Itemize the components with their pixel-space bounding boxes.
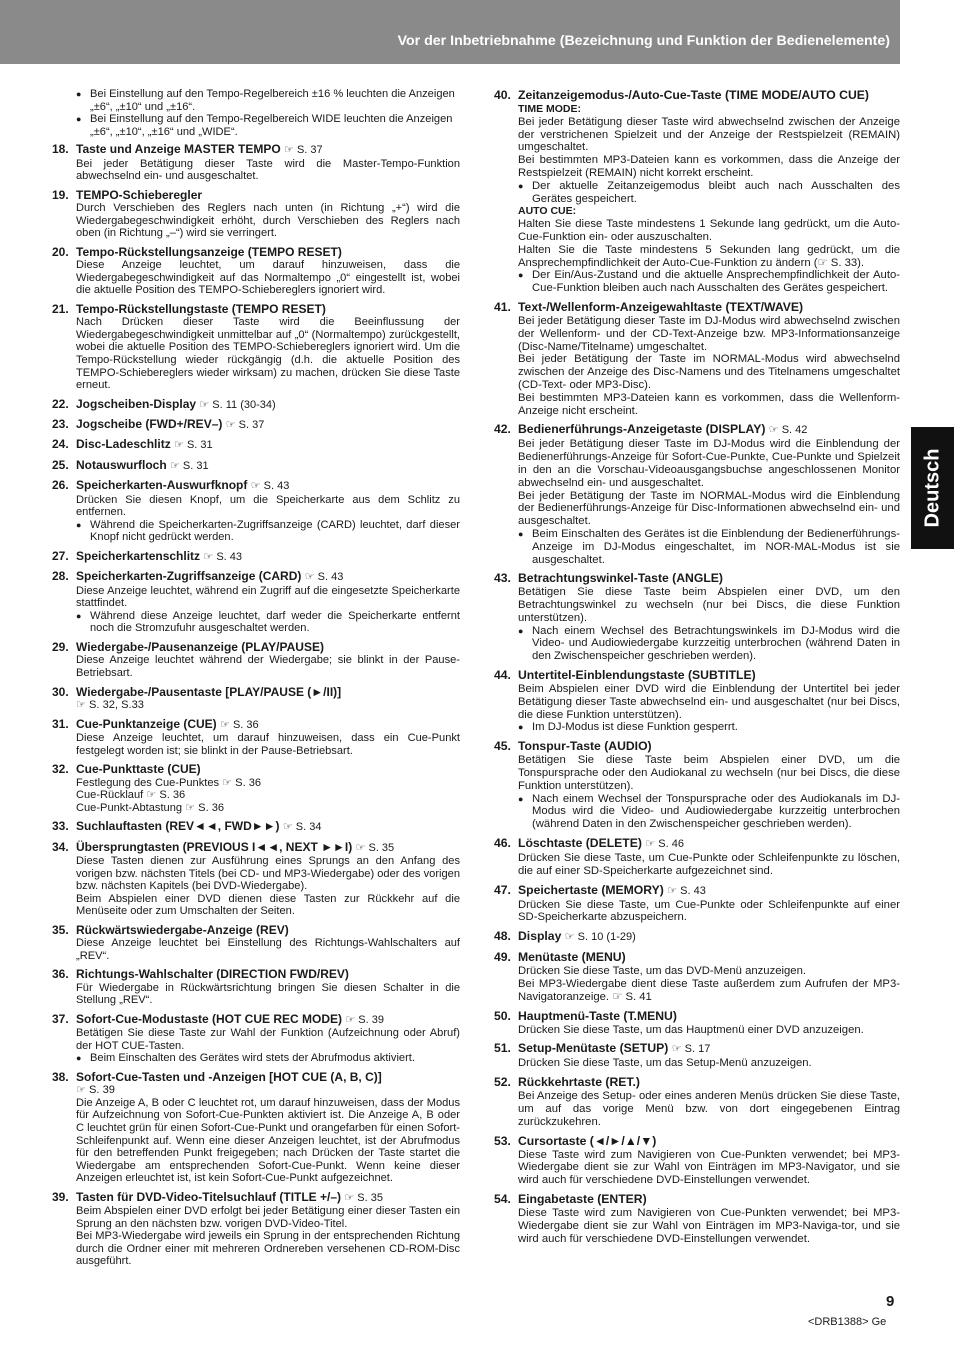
item-description: [494, 1057, 900, 1070]
description-text: Betätigen Sie diese Taste beim Abspielen einer DVD, um die Tonspursprache oder den Audiokanal zu wechseln (nur bei Discs, die diese Funktion unterstützen).: [518, 754, 900, 792]
legend-item: [494, 422, 900, 566]
page-number: 9: [886, 1293, 895, 1310]
page-reference: ☞ S. 34: [282, 821, 322, 834]
legend-item: [52, 142, 460, 183]
item-number: 23.: [52, 417, 69, 432]
description-text: Bei bestimmten MP3-Dateien kann es vorkommen, dass die Wellenform-Anzeige nicht erscheint.: [518, 391, 900, 417]
item-heading: [52, 549, 460, 564]
item-number: 32.: [52, 762, 69, 777]
bullet-text: ● Im DJ-Modus ist diese Funktion gesperrt.: [518, 721, 900, 734]
item-title: Setup-Menütaste (SETUP): [518, 1041, 669, 1056]
item-description: [52, 777, 460, 815]
item-title: Text-/Wellenform-Anzeigewahltaste (TEXT/WAVE): [518, 299, 804, 314]
item-title: Speichertaste (MEMORY): [518, 882, 664, 897]
item-number: 29.: [52, 640, 69, 655]
left-column: [52, 88, 460, 1273]
legend-item: [52, 762, 460, 814]
language-tab: [911, 427, 954, 549]
description-text: Bei jeder Betätigung dieser Taste im DJ-Modus wird abwechselnd zwischen der Wellenform- und der CD-Text-Anzeige bzw. MP3-Informationsanzeige (Disc-Name/Titelname) umgeschaltet.: [518, 314, 900, 353]
description-text: Bei bestimmten MP3-Dateien kann es vorkommen, dass die Anzeige der Restspielzeit (REMAIN) nicht korrekt erscheint.: [518, 154, 900, 179]
description-text: Beim Abspielen einer DVD dienen diese Tasten zur Rückkehr auf die Menüseite oder zum Umschalten der Seiten.: [76, 892, 460, 918]
item-title: Notauswurfloch: [76, 457, 167, 472]
item-heading: [52, 923, 460, 937]
legend-item: [494, 571, 900, 663]
bullet-text: ● Nach einem Wechsel der Tonspursprache oder des Audiokanals im DJ-Modus wird die Video- und Audiowiedergabe kurzzeitig unterbrochen (während Daten in den Zwischenspeicher geschrieben werden).: [518, 793, 900, 831]
description-text: Diese Tasten dienen zur Ausführung eines Sprungs an den Anfang des vorigen bzw. nächsten Titels (bei CD- und MP3-Wiedergabe) oder des vorigen bzw. nächsten Kapitels (bei DVD-Wiedergabe).: [76, 855, 460, 893]
legend-item: [52, 1012, 460, 1065]
item-title: Speicherkarten-Auswurfknopf: [76, 478, 248, 493]
item-heading: [494, 1009, 900, 1024]
item-heading: [52, 245, 460, 259]
legend-item: [52, 245, 460, 297]
description-text: Bei jeder Betätigung der Taste im NORMAL-Modus wird die Einblendung der Bedienerführungs-Anzeige für Disc-Informationen abwechselnd ein- und ausgeschaltet.: [518, 489, 900, 528]
item-number: 43.: [494, 571, 511, 586]
item-number: 26.: [52, 478, 69, 493]
item-heading: [494, 88, 900, 103]
item-number: 30.: [52, 684, 69, 699]
subheading: AUTO CUE:: [518, 205, 577, 218]
description-text: Diese Anzeige leuchtet während der Wiedergabe; sie blinkt in der Pause-Betriebsart.: [76, 654, 460, 680]
description-text: Beim Abspielen einer DVD wird die Einblendung der Untertitel bei jeder Betätigung dieser Taste abwechselnd ein- und ausgeschaltet (nur bei Discs, die diese Funktion unterstützen).: [518, 683, 900, 721]
item-number: 21.: [52, 301, 69, 316]
bullet-text: ● Bei Einstellung auf den Tempo-Regelbereich WIDE leuchten die Anzeigen „±6“, „±10“, „±16“ und „WIDE“.: [76, 113, 460, 138]
legend-item: [52, 685, 460, 712]
item-description: [52, 982, 460, 1007]
item-heading: [494, 836, 900, 852]
page-reference: ☞ S. 35: [344, 1191, 383, 1204]
page-reference: ☞ S. 39: [345, 1013, 384, 1026]
item-heading: [494, 883, 900, 899]
item-number: 28.: [52, 569, 69, 584]
legend-item: [52, 478, 460, 544]
legend-item: [52, 437, 460, 452]
item-number: 20.: [52, 244, 69, 259]
description-text: Betätigen Sie diese Taste beim Abspielen einer DVD, um den Betrachtungswinkel zu wechseln (nur bei Discs, die diese Funktion unterstützen).: [518, 586, 900, 624]
item-number: 41.: [494, 299, 511, 314]
item-number: 50.: [494, 1008, 511, 1023]
description-text: Die Anzeige A, B oder C leuchtet rot, um darauf hinzuweisen, dass der Modus für Aufzeichnung von Sofort-Cue-Punkten aktiviert ist. Die Anzeige A, B oder C leuchtet grün für einen Sofort-Cue-Punkt und orangefarben für einen Sofort-Schleifenpunkt auf. Wenn eine dieser Anzeigen leuchtet, ist der Abrufmodus für den betreffenden Punkt freigegeben; nach Drücken der Taste startet die Wiedergabe am entsprechenden Sofort-Cue-Punkt. Wenn keine dieser Anzeigen erleuchtet ist, ist kein Sofort-Cue-Punkt aufgezeichnet.: [76, 1096, 460, 1185]
item-title: Tempo-Rückstellungstaste (TEMPO RESET): [76, 301, 326, 316]
legend-item: [52, 967, 460, 1007]
page-reference: ☞ S. 36: [220, 718, 259, 731]
item-description: [494, 315, 900, 417]
legend-item: [494, 929, 900, 945]
description-text: Cue-Punkt-Abtastung ☞ S. 36: [76, 801, 225, 814]
bullet-text: ● Nach einem Wechsel des Betrachtungswinkels im DJ-Modus wird die Video- und Audiowiedergabe kurzzeitig unterbrochen (während Daten in den Zwischenspeicher geschrieben werden).: [518, 625, 900, 663]
legend-item: [52, 458, 460, 473]
item-number: 27.: [52, 548, 69, 563]
page-reference: ☞ S. 37: [284, 144, 323, 157]
description-text: Halten Sie diese Taste mindestens 1 Sekunde lang gedrückt, um die Auto-Cue-Funktion ein- oder auszuschalten.: [518, 218, 900, 243]
item-heading: [52, 437, 460, 452]
legend-item: [52, 640, 460, 680]
item-heading: [52, 640, 460, 654]
page-reference: ☞ S. 17: [671, 1043, 711, 1056]
item-heading: [52, 717, 460, 732]
item-title: Sofort-Cue-Modustaste (HOT CUE REC MODE): [76, 1011, 342, 1026]
item-heading: [52, 840, 460, 855]
item-description: [52, 654, 460, 679]
item-description: [52, 316, 460, 391]
legend-item: [52, 417, 460, 432]
right-column: [494, 88, 900, 1250]
item-heading: [494, 950, 900, 965]
item-heading: [52, 397, 460, 412]
item-description: [494, 586, 900, 663]
description-text: Drücken Sie diese Taste, um das Hauptmenü einer DVD anzuzeigen.: [518, 1023, 864, 1036]
item-description: [52, 732, 460, 757]
page-header: [0, 0, 900, 64]
item-number: 48.: [494, 929, 511, 944]
item-title: Zeitanzeigemodus-/Auto-Cue-Taste (TIME MODE/AUTO CUE): [518, 88, 869, 102]
page-reference: ☞ S. 31: [170, 459, 209, 472]
item-title: Speicherkartenschlitz: [76, 548, 201, 563]
legend-item: [52, 840, 460, 918]
item-heading: [494, 1134, 900, 1149]
item-title: Wiedergabe-/Pausentaste [PLAY/PAUSE (►/II)]: [76, 684, 342, 699]
item-title: Cursortaste (◄/►/▲/▼): [518, 1133, 657, 1148]
description-text: Drücken Sie diese Taste, um das DVD-Menü anzuzeigen.: [518, 965, 807, 978]
item-number: 33.: [52, 819, 69, 834]
item-number: 25.: [52, 457, 69, 472]
item-title: Rückwärtswiedergabe-Anzeige (REV): [76, 922, 289, 937]
description-text: Halten Sie die Taste mindestens 5 Sekunden lang gedrückt, um die Ansprechempfindlichkeit der Auto-Cue-Funktion zu ändern (☞ S. 33).: [518, 243, 900, 269]
item-number: 31.: [52, 716, 69, 731]
description-text: Bei jeder Betätigung dieser Taste wird abwechselnd zwischen der Anzeige der verstrichenen Spielzeit und der Anzeige der Restspielzeit (REMAIN) umgeschaltet.: [518, 115, 900, 154]
description-text: Diese Anzeige leuchtet bei Einstellung des Richtungs-Wahlschalters auf „REV“.: [76, 937, 460, 962]
item-heading: [494, 739, 900, 754]
legend-item: [52, 302, 460, 392]
item-title: Tempo-Rückstellungsanzeige (TEMPO RESET): [76, 244, 342, 259]
legend-item: [52, 569, 460, 635]
item-number: 51.: [494, 1041, 511, 1056]
item-description: [494, 1024, 900, 1037]
description-text: Bei jeder Betätigung der Taste im NORMAL-Modus wird abwechselnd zwischen der Anzeige des Disc-Namens und des Titelnamens umgeschaltet (CD-Text- oder MP3-Disc).: [518, 353, 900, 391]
item-description: [52, 585, 460, 635]
item-description: [52, 202, 460, 240]
description-text: Cue-Rücklauf ☞ S. 36: [76, 789, 186, 802]
item-title: Untertitel-Einblendungstaste (SUBTITLE): [518, 668, 756, 683]
item-heading: [52, 302, 460, 316]
item-number: 36.: [52, 967, 69, 982]
item-heading: [52, 1012, 460, 1027]
page-reference: ☞ S. 43: [203, 550, 243, 563]
legend-item: [52, 188, 460, 240]
legend-item: [494, 1009, 900, 1037]
item-description: [52, 1084, 460, 1184]
description-text: Diese Taste wird zum Navigieren von Cue-Punkten verwendet; bei MP3-Wiedergabe dient sie zur Wahl von Einträgen im MP3-Navigator, und sie wird auch für verschiedene DVD-Einstellungen verwendet.: [518, 1148, 900, 1187]
item-description: [494, 1149, 900, 1187]
item-title: Cue-Punkttaste (CUE): [76, 762, 201, 777]
bullet-text: ● Während die Speicherkarten-Zugriffsanzeige (CARD) leuchtet, darf dieser Knopf nicht gedrückt werden.: [76, 519, 460, 544]
description-text: Diese Taste wird zum Navigieren von Cue-Punkten verwendet; bei MP3-Wiedergabe dient sie zur Wahl von Einträgen im MP3-Naviga-tor, und sie wird auch für verschiedene DVD-Einstellungen verwendet.: [518, 1207, 900, 1245]
item-title: Betrachtungswinkel-Taste (ANGLE): [518, 571, 723, 586]
item-heading: [494, 929, 900, 945]
item-description: [494, 852, 900, 878]
legend-item: [52, 1190, 460, 1268]
item-number: 24.: [52, 437, 69, 452]
description-text: Bei Anzeige des Setup- oder eines anderen Menüs drücken Sie diese Taste, um auf das vorige Menü bzw. von dort eingegebenen Eintrag zurückzukehren.: [518, 1090, 900, 1128]
item-number: 40.: [494, 88, 511, 102]
item-description: [494, 754, 900, 831]
item-description: [494, 103, 900, 295]
description-text: ☞ S. 39: [76, 1084, 115, 1097]
item-title: Taste und Anzeige MASTER TEMPO: [76, 142, 281, 157]
item-heading: [52, 458, 460, 473]
item-heading: [494, 1075, 900, 1090]
bullet-text: ● Beim Einschalten des Gerätes wird stets der Abrufmodus aktiviert.: [76, 1052, 460, 1065]
legend-item: [494, 1192, 900, 1245]
item-number: 34.: [52, 839, 69, 854]
item-heading: [52, 188, 460, 202]
item-description: [52, 699, 460, 712]
item-title: Bedienerführungs-Anzeigetaste (DISPLAY): [518, 422, 766, 437]
header-title: Vor der Inbetriebnahme (Bezeichnung und Funktion der Bedienelemente): [397, 33, 890, 49]
page-reference: ☞ S. 11 (30-34): [199, 398, 276, 411]
item-number: 39.: [52, 1189, 69, 1204]
item-number: 44.: [494, 668, 511, 683]
description-text: Betätigen Sie diese Taste zur Wahl der Funktion (Aufzeichnung oder Abruf) der HOT CUE-Tasten.: [76, 1027, 460, 1052]
page-reference: ☞ S. 37: [225, 419, 265, 432]
item-heading: [52, 819, 460, 834]
item-description: [52, 259, 460, 297]
item-number: 52.: [494, 1075, 511, 1090]
item-description: [494, 899, 900, 925]
description-text: Diese Anzeige leuchtet, um darauf hinzuweisen, dass ein Cue-Punkt festgelegt worden ist; sie blinkt in der Pause-Betriebsart.: [76, 731, 460, 757]
legend-item: [52, 549, 460, 564]
description-text: ☞ S. 32, S.33: [76, 699, 144, 711]
item-number: 53.: [494, 1133, 511, 1148]
item-number: 47.: [494, 882, 511, 897]
page-reference: ☞ S. 46: [645, 838, 684, 851]
page-reference: ☞ S. 35: [355, 841, 395, 854]
bullet-text: ● Der Ein/Aus-Zustand und die aktuelle Ansprechempfindlichkeit der Auto-Cue-Funktion bleiben auch nach Ausschalten des Gerätes gespeichert.: [518, 269, 900, 295]
document-code: <DRB1388> Ge: [808, 1316, 887, 1328]
legend-item: [494, 668, 900, 734]
item-number: 37.: [52, 1011, 69, 1026]
item-title: Wiedergabe-/Pausenanzeige (PLAY/PAUSE): [76, 640, 324, 655]
item-number: 22.: [52, 396, 69, 411]
item-description: [52, 494, 460, 544]
item-title: Disc-Ladeschlitz: [76, 437, 171, 452]
item-number: 18.: [52, 142, 69, 157]
legend-item: [52, 923, 460, 963]
item-title: Cue-Punktanzeige (CUE): [76, 716, 217, 731]
item-number: 45.: [494, 739, 511, 754]
page-reference: ☞ S. 43: [250, 480, 290, 493]
description-text: Nach Drücken dieser Taste wird die Beeinflussung der Wiedergabegeschwindigkeit unmittelbar auf „0“ (Normaltempo) zurückgestellt, wobei die aktuelle Position des TEMPO-Schiebereglers ignoriert wird. Um die Tempo-Rückstellung wieder rückgängig (d.h. die aktuelle Position des TEMPO-Schiebereglers wieder wirksam) zu machen, drücken Sie diese Taste erneut.: [76, 316, 460, 392]
description-text: Diese Anzeige leuchtet, während ein Zugriff auf die eingesetzte Speicherkarte stattfindet.: [76, 584, 460, 610]
item-title: TEMPO-Schieberegler: [76, 187, 203, 202]
subheading: TIME MODE:: [518, 103, 581, 115]
description-text: Durch Verschieben des Reglers nach unten (in Richtung „+“) wird die Wiedergabegeschwindigkeit erhöht, durch Verschieben des Reglers nach oben (in Richtung „–“) wird sie verringert.: [76, 202, 460, 240]
item-description: [494, 1207, 900, 1245]
item-description: [52, 855, 460, 918]
bullet-text: ● Der aktuelle Zeitanzeigemodus bleibt auch nach Ausschalten des Gerätes gespeichert.: [518, 180, 900, 206]
page-reference: ☞ S. 43: [667, 884, 706, 897]
item-number: 46.: [494, 836, 511, 851]
item-title: Richtungs-Wahlschalter (DIRECTION FWD/REV): [76, 967, 349, 982]
description-text: Bei MP3-Wiedergabe dient diese Taste außerdem zum Aufrufen der MP3-Navigatoranzeige. ☞ S. 41: [518, 978, 900, 1003]
item-heading: [494, 300, 900, 315]
item-heading: [52, 762, 460, 776]
description-text: Drücken Sie diese Taste, um das Setup-Menü anzuzeigen.: [518, 1057, 812, 1070]
page-reference: ☞ S. 43: [304, 571, 344, 584]
item-title: Übersprungtasten (PREVIOUS I◄◄, NEXT ►►I): [76, 839, 353, 854]
item-number: 38.: [52, 1069, 69, 1084]
legend-item: [494, 88, 900, 295]
page-reference: ☞ S. 10 (1-29): [564, 931, 636, 944]
description-text: Bei MP3-Wiedergabe wird jeweils ein Sprung in der entsprechenden Richtung durch die Ordner einer mit mehreren Ordnereben versehenen CD-ROM-Disc ausgeführt.: [76, 1230, 460, 1268]
item-description: [52, 1027, 460, 1065]
description-text: Festlegung des Cue-Punktes ☞ S. 36: [76, 776, 262, 789]
legend-item: [494, 1134, 900, 1187]
item-title: Hauptmenü-Taste (T.MENU): [518, 1008, 677, 1023]
item-title: Rückkehrtaste (RET.): [518, 1075, 640, 1090]
legend-item: [494, 300, 900, 417]
legend-item: [494, 1075, 900, 1128]
item-title: Speicherkarten-Zugriffsanzeige (CARD): [76, 569, 302, 584]
item-heading: [52, 569, 460, 584]
item-heading: [494, 1041, 900, 1057]
item-title: Tasten für DVD-Video-Titelsuchlauf (TITLE +/–): [76, 1189, 342, 1204]
legend-item: [52, 717, 460, 758]
item-title: Menütaste (MENU): [518, 950, 626, 965]
item-heading: [494, 571, 900, 586]
description-text: Bei jeder Betätigung dieser Taste wird die Master-Tempo-Funktion abwechselnd ein- und ausgeschaltet.: [76, 157, 460, 183]
description-text: Drücken Sie diesen Knopf, um die Speicherkarte aus dem Schlitz zu entfernen.: [76, 493, 460, 519]
item-description: [494, 438, 900, 566]
item-heading: [52, 1070, 460, 1084]
description-text: Beim Abspielen einer DVD erfolgt bei jeder Betätigung einer dieser Tasten ein Sprung an den nächsten bzw. vorigen DVD-Video-Titel.: [76, 1205, 460, 1230]
item-description: [52, 1205, 460, 1268]
item-title: Eingabetaste (ENTER): [518, 1192, 647, 1206]
item-description: [494, 683, 900, 734]
item-title: Tonspur-Taste (AUDIO): [518, 739, 652, 754]
legend-item: [494, 836, 900, 878]
item-description: [494, 1090, 900, 1128]
legend-item: [494, 1041, 900, 1070]
item-heading: [52, 1190, 460, 1205]
item-title: Display: [518, 929, 562, 944]
item-number: 54.: [494, 1192, 511, 1206]
description-text: Diese Anzeige leuchtet, um darauf hinzuweisen, dass die Wiedergabegeschwindigkeit auf das Normaltempo „0“ eingestellt ist, wobei die aktuelle Position des TEMPO-Schiebereglers ignoriert wird.: [76, 259, 460, 297]
legend-item: [52, 397, 460, 412]
item-title: Sofort-Cue-Tasten und -Anzeigen [HOT CUE (A, B, C)]: [76, 1069, 382, 1084]
item-description: [52, 937, 460, 962]
item-heading: [494, 1192, 900, 1207]
item-number: 19.: [52, 187, 69, 202]
bullet-text: ● Beim Einschalten des Gerätes ist die Einblendung der Bedienerführungs-Anzeige im DJ-Modus eingeschaltet, im NOR-MAL-Modus ist sie ausgeschaltet.: [518, 528, 900, 566]
bullet-text: ● Bei Einstellung auf den Tempo-Regelbereich ±16 % leuchten die Anzeigen „±6“, „±10“ und „±16“.: [76, 88, 460, 113]
item-heading: [494, 668, 900, 683]
item-heading: [52, 142, 460, 157]
item-heading: [52, 417, 460, 432]
item-heading: [52, 685, 460, 699]
legend-item: [494, 950, 900, 1003]
legend-item: [494, 739, 900, 831]
description-text: Für Wiedergabe in Rückwärtsrichtung bringen Sie diesen Schalter in die Stellung „REV“.: [76, 981, 460, 1007]
description-text: Bei jeder Betätigung dieser Taste im DJ-Modus wird die Einblendung der Bedienerführungs-Anzeige für Sofort-Cue-Punkte, Cue-Punkte und Spielzeit in den an die Vorschau-Videoausgangsbuchse angeschlossenen Monitor abwechselnd ein- und ausgeschaltet.: [518, 438, 900, 489]
item-number: 42.: [494, 422, 511, 437]
legend-item: [52, 819, 460, 834]
item-title: Löschtaste (DELETE): [518, 836, 642, 851]
bullet-text: ● Während diese Anzeige leuchtet, darf weder die Speicherkarte entfernt noch die Stromzufuhr ausgeschaltet werden.: [76, 610, 460, 635]
item-description: [494, 965, 900, 1003]
item-heading: [52, 478, 460, 493]
page-reference: ☞ S. 42: [768, 424, 808, 437]
page-reference: ☞ S. 31: [174, 439, 213, 452]
legend-item: [52, 1070, 460, 1185]
description-text: Drücken Sie diese Taste, um Cue-Punkte oder Schleifenpunkte zu löschen, die auf einer SD-Speicherkarte aufgezeichnet sind.: [518, 852, 900, 877]
item-number: 35.: [52, 922, 69, 937]
item-description: [52, 158, 460, 183]
top-bullet-list: [52, 88, 460, 138]
item-title: Jogscheibe (FWD+/REV–): [76, 417, 223, 432]
item-title: Suchlauftasten (REV◄◄, FWD►►): [76, 819, 280, 834]
legend-item: [494, 883, 900, 925]
language-tab-label: Deutsch: [921, 448, 943, 528]
item-heading: [494, 422, 900, 438]
item-heading: [52, 967, 460, 981]
item-title: Jogscheiben-Display: [76, 396, 197, 411]
item-number: 49.: [494, 950, 511, 965]
description-text: Drücken Sie diese Taste, um Cue-Punkte oder Schleifenpunkte auf einer SD-Speicherkarte abzuspeichern.: [518, 898, 900, 924]
